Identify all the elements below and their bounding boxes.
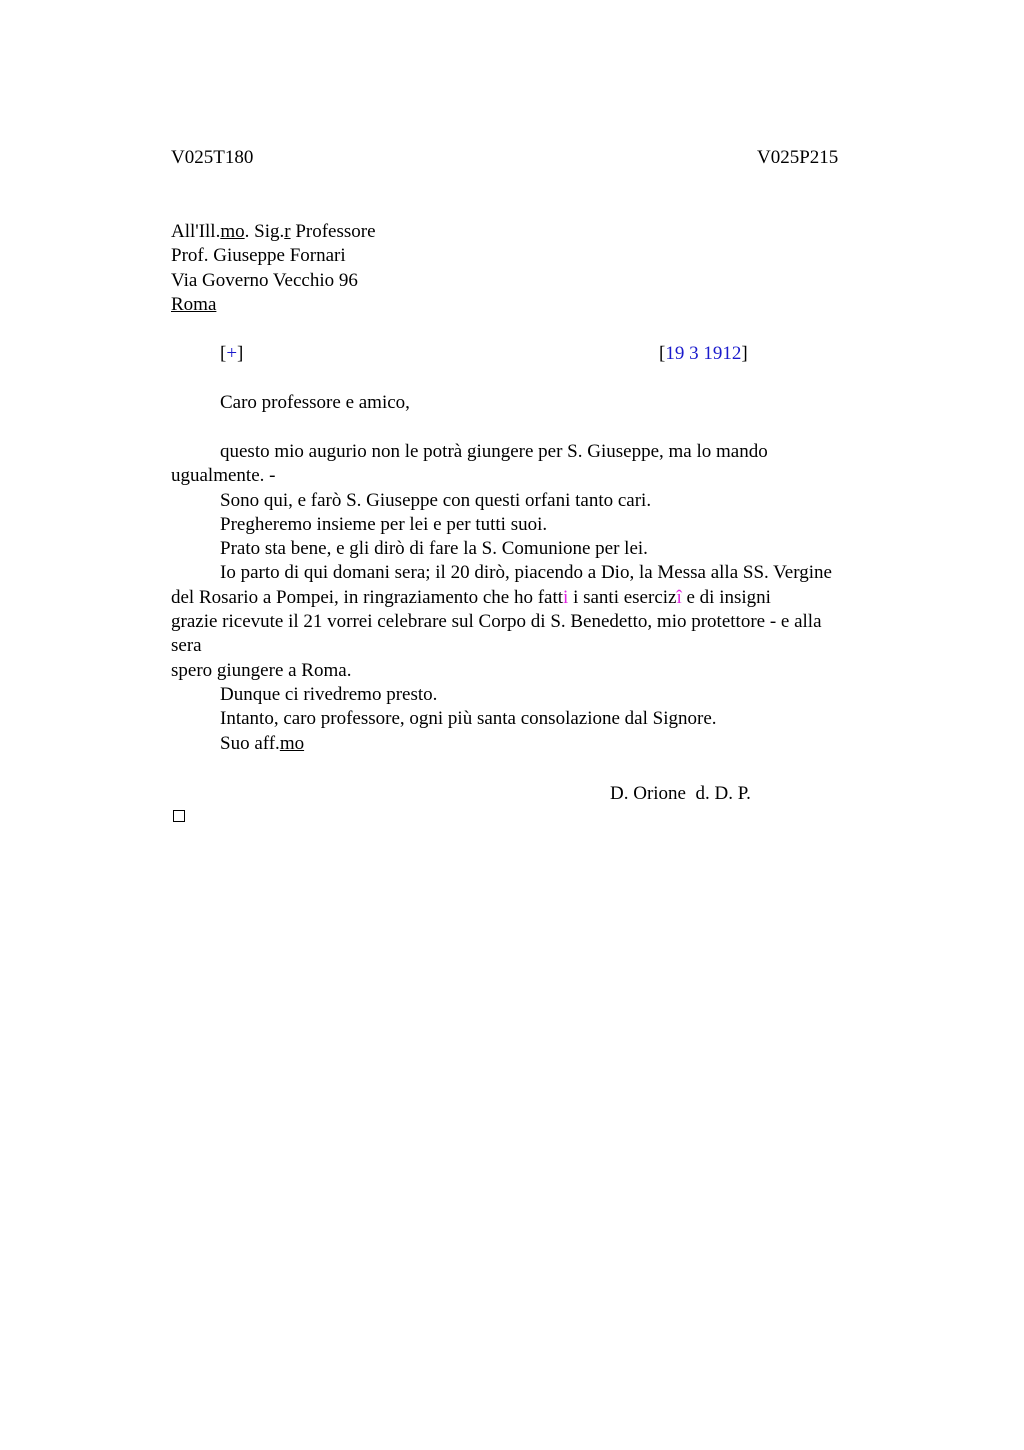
address-line-2: Prof. Giuseppe Fornari: [171, 245, 346, 266]
cross-marker: [220, 342, 243, 366]
letter-date: [659, 342, 748, 366]
paragraph-6: Dunque ci rivedremo presto.: [220, 683, 438, 705]
address-superscript-mo: mo: [220, 221, 245, 242]
p5-text-mid: i santi eserciz: [568, 586, 677, 608]
paragraph-7: Intanto, caro professore, ogni più santa consolazione dal Signore.: [220, 708, 717, 730]
signature: D. Orione d. D. P.: [610, 783, 751, 804]
address-line-3: Via Governo Vecchio 96: [171, 270, 358, 291]
p5-text-pre: del Rosario a Pompei, in ringraziamento che ho fatt: [171, 586, 564, 608]
date-bracket-close: ]: [741, 343, 748, 364]
address-title: Professore: [290, 221, 376, 242]
cross-bracket-close: ]: [237, 343, 244, 364]
address-superscript-r: r: [284, 221, 291, 242]
paragraph-4: Prato sta bene, e gli dirò di fare la S. Comunione per lei.: [220, 538, 648, 560]
paragraph-5-line-3: grazie ricevute il 21 vorrei celebrare sul Corpo di S. Benedetto, mio protettore - e alla: [171, 611, 822, 633]
paragraph-5-line-1: Io parto di qui domani sera; il 20 dirò, piacendo a Dio, la Messa alla SS. Vergine: [220, 562, 832, 584]
p5-text-post: e di insigni: [681, 586, 771, 608]
paragraph-5-line-2: [171, 586, 891, 610]
letter-body: [171, 440, 891, 756]
closing-pre: Suo aff.: [220, 732, 280, 754]
paragraph-2: Sono qui, e farò S. Giuseppe con questi orfani tanto cari.: [220, 489, 652, 511]
p5-edit-i: i: [563, 586, 569, 608]
p5-edit-hat: î: [676, 586, 682, 608]
paragraph-5-line-4: sera: [171, 635, 202, 657]
address-salutation-pre: All'Ill.: [171, 221, 221, 242]
date-value: 19 3 1912: [665, 343, 742, 364]
address-city: Roma: [171, 294, 217, 315]
header-right-code: V025P215: [757, 147, 839, 168]
date-bracket-open: [: [659, 343, 666, 364]
header-left-code: V025T180: [171, 147, 254, 168]
address-salutation-mid: . Sig.: [244, 221, 285, 242]
address-line-1: [171, 220, 376, 244]
salutation: Caro professore e amico,: [220, 392, 410, 413]
square-icon: [173, 810, 185, 822]
paragraph-1-line-2: ugualmente. -: [171, 465, 276, 487]
closing: [171, 732, 891, 756]
paragraph-1-line-1: questo mio augurio non le potrà giungere per S. Giuseppe, ma lo mando: [220, 441, 768, 462]
cross-bracket-open: [: [220, 343, 227, 364]
cross-symbol: +: [226, 343, 238, 364]
paragraph-5-line-5: spero giungere a Roma.: [171, 659, 352, 681]
paragraph-3: Pregheremo insieme per lei e per tutti suoi.: [220, 513, 548, 535]
closing-superscript-mo: mo: [279, 732, 305, 754]
